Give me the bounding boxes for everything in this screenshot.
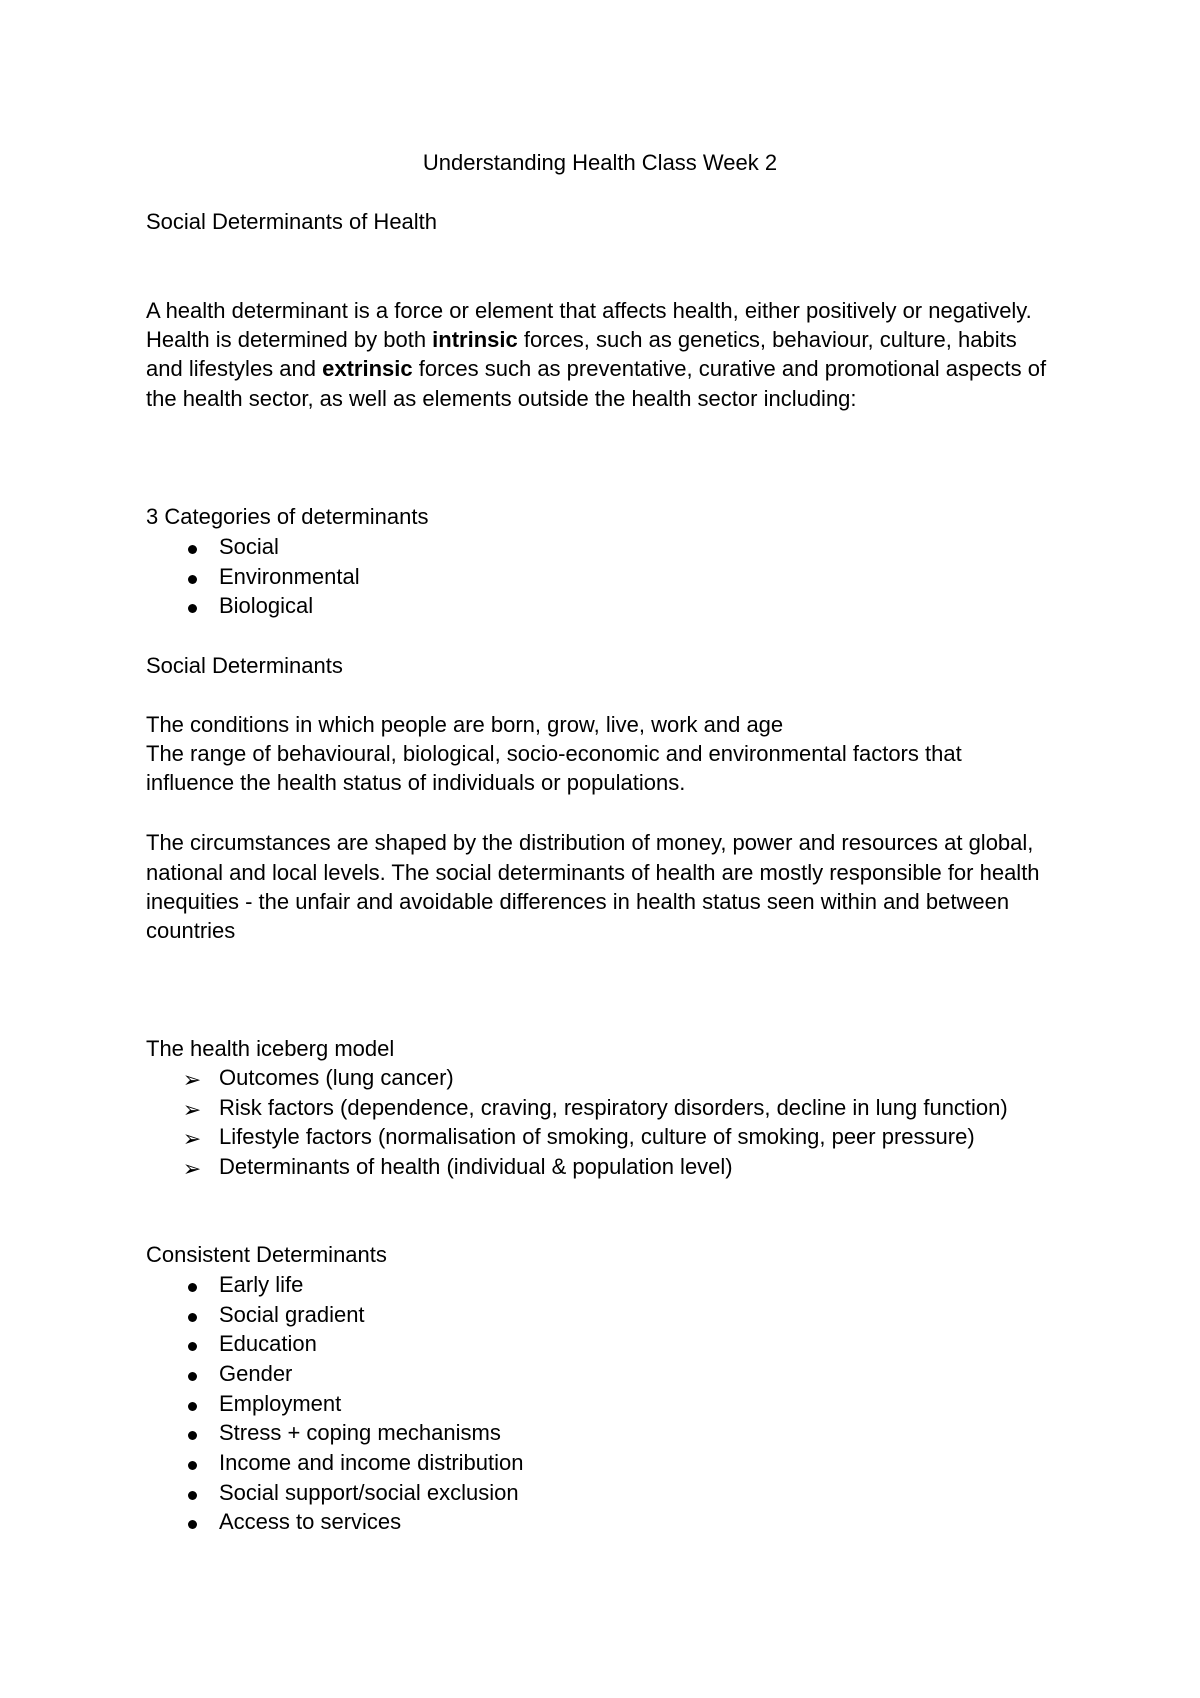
social-determinants-p2-line-4: countries (146, 918, 236, 943)
bullet-dot-icon (182, 1270, 202, 1300)
categories-heading: 3 Categories of determinants (146, 504, 429, 529)
consistent-heading: Consistent Determinants (146, 1242, 387, 1267)
social-determinants-heading: Social Determinants (146, 653, 343, 678)
arrow-bullet-icon: ➢ (182, 1097, 202, 1122)
arrow-bullet-icon: ➢ (182, 1156, 202, 1181)
arrow-bullet-icon: ➢ (182, 1126, 202, 1151)
list-item-text: Environmental (219, 564, 360, 589)
list-item-text: Social (219, 534, 279, 559)
list-item-text: Income and income distribution (219, 1450, 524, 1475)
list-item-text: Risk factors (dependence, craving, respiratory disorders, decline in lung function) (219, 1095, 1008, 1120)
social-determinants-p2-line-2: national and local levels. The social determinants of health are mostly responsible for health (146, 860, 1040, 885)
social-determinants-p1-line-2: The range of behavioural, biological, socio-economic and environmental factors that (146, 741, 962, 766)
iceberg-heading: The health iceberg model (146, 1036, 395, 1061)
document-title: Understanding Health Class Week 2 (422, 150, 778, 175)
bullet-dot-icon (182, 1329, 202, 1359)
bullet-dot-icon (182, 562, 202, 592)
bullet-dot-icon (182, 591, 202, 621)
intro-line-2-part-c: forces, such as genetics, behaviour, culture, habits (517, 327, 1017, 352)
section-heading-social-determinants-of-health: Social Determinants of Health (146, 209, 438, 234)
social-determinants-p1-line-3: influence the health status of individuals or populations. (146, 770, 686, 795)
list-item-text: Gender (219, 1361, 293, 1386)
list-item-text: Early life (219, 1272, 304, 1297)
bullet-dot-icon (182, 1448, 202, 1478)
intro-line-4: the health sector, as well as elements outside the health sector including: (146, 386, 857, 411)
bullet-dot-icon (182, 532, 202, 562)
list-item-text: Lifestyle factors (normalisation of smoking, culture of smoking, peer pressure) (219, 1124, 975, 1149)
intro-line-3 (146, 354, 1046, 384)
bullet-dot-icon (182, 1507, 202, 1537)
list-item-text: Social support/social exclusion (219, 1480, 519, 1505)
list-item-text: Biological (219, 593, 314, 618)
intro-line-2 (146, 325, 1017, 355)
list-item-text: Stress + coping mechanisms (219, 1420, 501, 1445)
bullet-dot-icon (182, 1389, 202, 1419)
list-item-text: Determinants of health (individual & population level) (219, 1154, 733, 1179)
list-item-text: Social gradient (219, 1302, 365, 1327)
intro-line-2-part-a: Health is determined by both (146, 327, 433, 352)
social-determinants-p1-line-1: The conditions in which people are born, grow, live, work and age (146, 712, 784, 737)
bullet-dot-icon (182, 1418, 202, 1448)
intro-line-1: A health determinant is a force or element that affects health, either positively or negatively. (146, 298, 1032, 323)
list-item-text: Outcomes (lung cancer) (219, 1065, 454, 1090)
bullet-dot-icon (182, 1300, 202, 1330)
social-determinants-p2-line-1: The circumstances are shaped by the distribution of money, power and resources at global, (146, 830, 1034, 855)
social-determinants-p2-line-3: inequities - the unfair and avoidable differences in health status seen within and between (146, 889, 1010, 914)
list-item-text: Education (219, 1331, 317, 1356)
keyword-extrinsic: extrinsic (322, 356, 413, 381)
bullet-dot-icon (182, 1359, 202, 1389)
intro-line-3-part-c: forces such as preventative, curative and promotional aspects of (412, 356, 1047, 381)
list-item-text: Employment (219, 1391, 342, 1416)
bullet-dot-icon (182, 1478, 202, 1508)
intro-line-3-part-a: and lifestyles and (146, 356, 323, 381)
list-item-text: Access to services (219, 1509, 402, 1534)
keyword-intrinsic: intrinsic (432, 327, 518, 352)
arrow-bullet-icon: ➢ (182, 1067, 202, 1092)
